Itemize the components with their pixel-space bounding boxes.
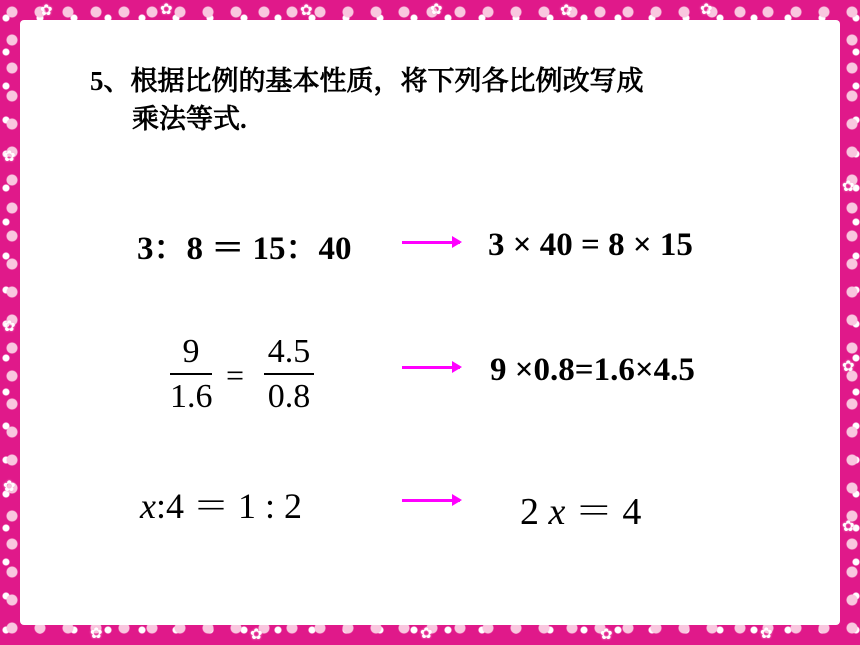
- arrow-icon: [402, 366, 460, 369]
- proportion-3: [140, 478, 302, 529]
- product-equation-1: 3 × 40 = 8 × 15: [488, 227, 693, 263]
- flower-icon: ✿: [90, 626, 103, 642]
- equation-3-rest: ＝ 4: [574, 491, 642, 533]
- flower-icon: ✿: [430, 2, 443, 18]
- fraction-1: [170, 333, 212, 417]
- title-line-2: 乘法等式.: [132, 104, 247, 134]
- flower-icon: ✿: [600, 627, 613, 643]
- flower-icon: ✿: [760, 626, 773, 642]
- flower-icon: ✿: [300, 3, 313, 19]
- title-line-1: 5、根据比例的基本性质，将下列各比例改写成: [90, 66, 644, 96]
- product-equation-3: [520, 480, 641, 535]
- exercise-title: [90, 62, 810, 138]
- flower-icon: ✿: [3, 149, 16, 165]
- coefficient: 2: [520, 491, 539, 533]
- flower-icon: ✿: [420, 626, 433, 642]
- fraction-1-denominator: 1.6: [170, 378, 213, 415]
- flower-icon: ✿: [40, 3, 53, 19]
- equals-sign: =: [226, 357, 245, 393]
- fraction-1-numerator: 9: [182, 333, 200, 370]
- arrow-icon: [402, 499, 460, 502]
- flower-icon: ✿: [842, 179, 855, 195]
- flower-icon: ✿: [842, 359, 855, 375]
- proportion-1: 3：8 ＝ 15：40: [137, 231, 352, 267]
- variable-x: x: [548, 491, 566, 533]
- flower-icon: ✿: [560, 3, 573, 19]
- fraction-2-denominator: 0.8: [267, 378, 311, 415]
- product-equation-2: 9 ×0.8=1.6×4.5: [490, 352, 695, 388]
- fraction-2: [264, 333, 314, 417]
- proportion-3-rest: :4 ＝ 1 : 2: [155, 486, 302, 526]
- flower-icon: ✿: [842, 519, 855, 535]
- flower-icon: ✿: [160, 2, 173, 18]
- fraction-bar: [264, 373, 314, 375]
- arrow-icon: [402, 241, 460, 244]
- flower-icon: ✿: [3, 479, 16, 495]
- flower-icon: ✿: [3, 319, 16, 335]
- fraction-bar: [170, 373, 212, 375]
- fraction-2-numerator: 4.5: [267, 333, 311, 370]
- variable-x: x: [140, 486, 156, 526]
- flower-icon: ✿: [700, 2, 713, 18]
- flower-icon: ✿: [250, 627, 263, 643]
